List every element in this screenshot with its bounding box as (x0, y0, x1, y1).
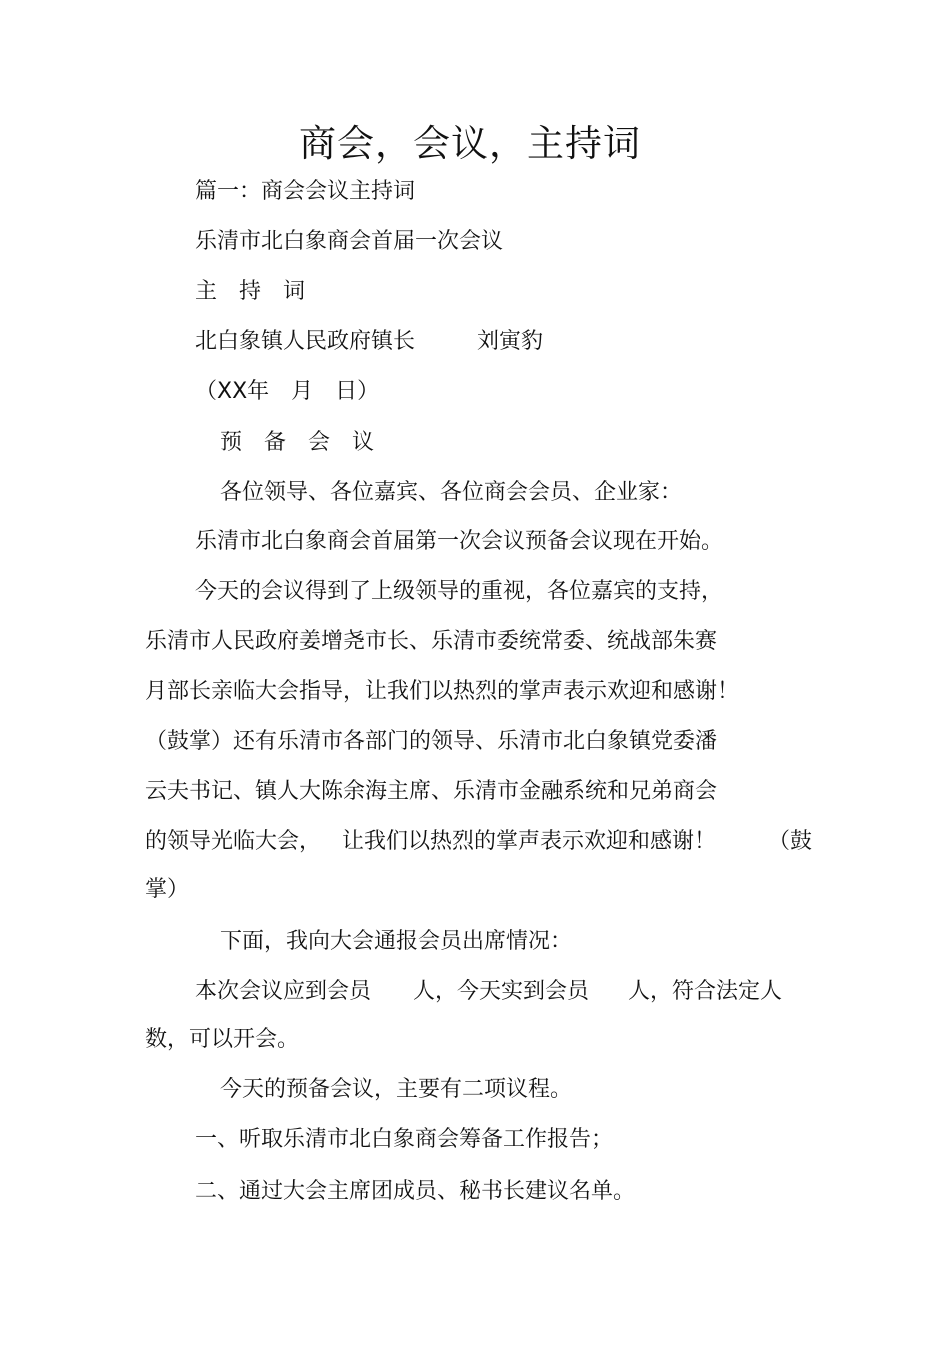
paragraph-line: （鼓 (768, 829, 813, 854)
paragraph-line: 乐清市人民政府姜增尧市长、乐清市委统常委、统战部朱赛 (145, 629, 718, 654)
paragraph-line: 让我们以热烈的掌声表示欢迎和感谢！ (342, 829, 717, 854)
script-label: 主 持 词 (195, 279, 306, 304)
section-heading: 篇一：商会会议主持词 (195, 179, 416, 204)
paragraph-line: 掌） (145, 877, 190, 902)
paragraph-line: 下面，我向大会通报会员出席情况： (220, 929, 573, 954)
agenda-item: 二、通过大会主席团成员、秘书长建议名单。 (195, 1179, 636, 1204)
paragraph-line: 今天的预备会议，主要有二项议程。 (220, 1077, 573, 1102)
agenda-item: 一、听取乐清市北白象商会筹备工作报告； (195, 1127, 614, 1152)
paragraph-line: 的领导光临大会， (145, 829, 322, 854)
greeting: 各位领导、各位嘉宾、各位商会会员、企业家： (220, 480, 683, 505)
paragraph-line: 数，可以开会。 (145, 1027, 300, 1052)
host-name: 刘寅豹 (477, 329, 544, 354)
paragraph-line: 月部长亲临大会指导，让我们以热烈的掌声表示欢迎和感谢！ (145, 679, 740, 704)
date-line: （XX年 月 日） (195, 379, 380, 404)
paragraph-line: 乐清市北白象商会首届第一次会议预备会议现在开始。 (195, 529, 724, 554)
paragraph-line: 云夫书记、镇人大陈余海主席、乐清市金融系统和兄弟商会 (145, 779, 718, 804)
paragraph-line: 人，符合法定人 (628, 979, 783, 1004)
document-title: 商会，会议，主持词 (299, 122, 641, 165)
paragraph-line: 人，今天实到会员 (413, 979, 590, 1004)
host-title: 北白象镇人民政府镇长 (195, 329, 416, 354)
meeting-name: 乐清市北白象商会首届一次会议 (195, 229, 504, 254)
paragraph-line: （鼓掌）还有乐清市各部门的领导、乐清市北白象镇党委潘 (145, 729, 718, 754)
preparatory-meeting-heading: 预 备 会 议 (220, 430, 375, 455)
paragraph-line: 今天的会议得到了上级领导的重视，各位嘉宾的支持， (195, 579, 724, 604)
paragraph-line: 本次会议应到会员 (195, 979, 372, 1004)
